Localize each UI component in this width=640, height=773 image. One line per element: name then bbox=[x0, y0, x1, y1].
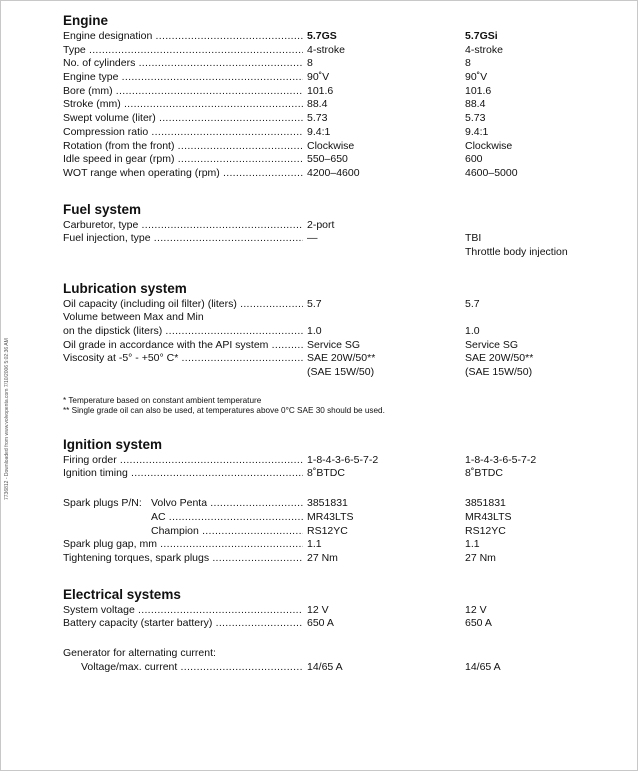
spec-row bbox=[63, 44, 623, 58]
spec-row-generator-heading bbox=[63, 647, 623, 661]
spec-value-gsi: 650 A bbox=[465, 617, 492, 630]
spec-row-spark-champion bbox=[63, 525, 623, 539]
spec-row-viscosity-alt bbox=[63, 366, 623, 380]
spec-row bbox=[63, 71, 623, 85]
spec-value-gsi: 8˚BTDC bbox=[465, 467, 503, 480]
spec-row-battery-capacity bbox=[63, 617, 623, 631]
spec-row bbox=[63, 98, 623, 112]
spec-value-gsi: 101.6 bbox=[465, 84, 492, 97]
spec-value-gsi: 88.4 bbox=[465, 98, 486, 111]
spec-row-system-voltage bbox=[63, 604, 623, 618]
spec-label: Oil capacity (including oil filter) (liters) ..... bbox=[63, 298, 303, 312]
spec-value-gs: 3851831 bbox=[307, 497, 348, 510]
spec-label: Generator for alternating current: bbox=[63, 646, 216, 659]
spec-row-firing-order bbox=[63, 454, 623, 468]
spec-value-gs: 1.1 bbox=[307, 538, 322, 551]
spec-value-gsi: 14/65 A bbox=[465, 660, 501, 673]
spec-value-gs: 4200–4600 bbox=[307, 166, 360, 179]
spec-value-gsi: 90˚V bbox=[465, 71, 488, 84]
engine-spec-table bbox=[63, 30, 623, 181]
spec-row bbox=[63, 30, 623, 44]
spec-row bbox=[63, 126, 623, 140]
spec-value-gsi: RS12YC bbox=[465, 524, 506, 537]
spec-value-gsi: 4600–5000 bbox=[465, 166, 518, 179]
spec-value-gs: Clockwise bbox=[307, 139, 355, 152]
spec-value-gs: 9.4:1 bbox=[307, 125, 331, 138]
spec-row bbox=[63, 153, 623, 167]
fuel-section-title: Fuel system bbox=[63, 201, 142, 217]
spec-value-gs: Service SG bbox=[307, 338, 361, 351]
spec-label: Fuel injection, type ..... bbox=[63, 232, 303, 246]
spec-row-ignition-timing bbox=[63, 467, 623, 481]
spec-label: Bore (mm) ..... bbox=[63, 85, 303, 99]
spec-row-tightening-torque bbox=[63, 552, 623, 566]
electrical-section-title: Electrical systems bbox=[63, 586, 181, 602]
spec-value-gsi: 5.7 bbox=[465, 297, 480, 310]
spec-row-viscosity bbox=[63, 352, 623, 366]
spec-row bbox=[63, 85, 623, 99]
spec-label: System voltage ..... bbox=[63, 604, 303, 618]
spec-value-gsi: 9.4:1 bbox=[465, 125, 489, 138]
footnote-single-grade: ** Single grade oil can also be used, at temperatures above 0°C SAE 30 should be used. bbox=[63, 405, 385, 415]
spec-value-gs: SAE 20W/50** bbox=[307, 352, 376, 365]
spec-value-gs: 27 Nm bbox=[307, 551, 338, 564]
spec-value-gs: RS12YC bbox=[307, 524, 348, 537]
spec-label: Oil grade in accordance with the API system ..... bbox=[63, 339, 303, 353]
spec-row-carburetor bbox=[63, 219, 623, 233]
spec-label: Volvo Penta ..... bbox=[151, 497, 303, 511]
spec-label: Champion ..... bbox=[151, 525, 303, 539]
spec-label: on the dipstick (liters) ..... bbox=[63, 325, 303, 339]
spec-value-gsi: Throttle body injection bbox=[465, 245, 568, 258]
spec-row bbox=[63, 140, 623, 154]
spec-label: Tightening torques, spark plugs ..... bbox=[63, 552, 303, 566]
spec-value-gsi: 3851831 bbox=[465, 497, 506, 510]
spec-value-gsi: TBI bbox=[465, 232, 482, 245]
spec-value-gsi: 1.1 bbox=[465, 538, 480, 551]
engine-section-title: Engine bbox=[63, 13, 109, 28]
spec-label: Stroke (mm) ..... bbox=[63, 98, 303, 112]
spec-row-oil-capacity bbox=[63, 298, 623, 312]
spec-document bbox=[63, 12, 623, 674]
spec-value-gs: MR43LTS bbox=[307, 510, 354, 523]
spec-label: Idle speed in gear (rpm) ..... bbox=[63, 153, 303, 167]
spec-value-gsi: SAE 20W/50** bbox=[465, 352, 534, 365]
spec-row bbox=[63, 167, 623, 181]
spec-row-spark-gap bbox=[63, 538, 623, 552]
spec-value-gs: 5.7GS bbox=[307, 30, 337, 42]
spec-label: WOT range when operating (rpm) ..... bbox=[63, 167, 303, 181]
spark-plugs-prefix: Spark plugs P/N: bbox=[63, 497, 142, 510]
spec-label: Volume between Max and Min bbox=[63, 311, 204, 324]
spec-value-gsi: 1-8-4-3-6-5-7-2 bbox=[465, 453, 537, 466]
spec-label: No. of cylinders ..... bbox=[63, 57, 303, 71]
spec-label: Compression ratio ..... bbox=[63, 126, 303, 140]
spec-label: Carburetor, type ..... bbox=[63, 219, 303, 233]
spec-value-gsi: MR43LTS bbox=[465, 510, 512, 523]
spec-value-gsi: (SAE 15W/50) bbox=[465, 366, 533, 379]
lubrication-section-title: Lubrication system bbox=[63, 280, 187, 296]
spec-label: Voltage/max. current ..... bbox=[81, 661, 303, 675]
spec-row-spark-ac bbox=[63, 511, 623, 525]
spec-value-gs: 1-8-4-3-6-5-7-2 bbox=[307, 453, 379, 466]
spec-value-gs: 8 bbox=[307, 57, 313, 70]
spec-value-gsi: Service SG bbox=[465, 338, 519, 351]
spec-value-gs: 5.7 bbox=[307, 297, 322, 310]
spec-value-gs: 8˚BTDC bbox=[307, 467, 345, 480]
spec-value-gsi: 4-stroke bbox=[465, 43, 503, 56]
spec-label: Type ..... bbox=[63, 44, 303, 58]
spec-value-gsi: 8 bbox=[465, 57, 471, 70]
download-watermark: 7736812 - Downloaded from www.volvopenta.com 7/10/2006 5:02:36 AM bbox=[4, 338, 10, 500]
spec-value-gs: 5.73 bbox=[307, 112, 328, 125]
footnote-temperature: * Temperature based on constant ambient temperature bbox=[63, 395, 262, 405]
spec-label: Firing order ..... bbox=[63, 454, 303, 468]
spec-label: Ignition timing ..... bbox=[63, 467, 303, 481]
spec-value-gs: 650 A bbox=[307, 617, 334, 630]
spec-row bbox=[63, 57, 623, 71]
spec-value-gs: 14/65 A bbox=[307, 660, 343, 673]
spec-row-spark-volvo bbox=[63, 497, 623, 511]
spec-row-fuel-injection bbox=[63, 232, 623, 246]
spec-value-gsi: 27 Nm bbox=[465, 551, 496, 564]
spec-value-gs: — bbox=[307, 232, 318, 245]
spec-value-gs: 550–650 bbox=[307, 153, 348, 166]
spec-value-gsi: Clockwise bbox=[465, 139, 513, 152]
spec-row bbox=[63, 112, 623, 126]
ignition-section-title: Ignition system bbox=[63, 436, 163, 452]
spec-value-gs: 1.0 bbox=[307, 325, 322, 337]
spec-row-volume-heading bbox=[63, 311, 623, 325]
spec-label: Spark plug gap, mm ..... bbox=[63, 538, 303, 552]
spec-value-gsi: 600 bbox=[465, 153, 483, 166]
spec-row-fuel-injection-extra bbox=[63, 246, 623, 260]
spec-value-gsi: 12 V bbox=[465, 603, 487, 616]
spec-label: Viscosity at -5° - +50° C* ..... bbox=[63, 352, 303, 366]
spec-value-gs: 90˚V bbox=[307, 71, 330, 84]
spec-value-gsi: 5.7GSi bbox=[465, 30, 498, 42]
spec-value-gsi: 1.0 bbox=[465, 325, 480, 337]
spec-label: Engine type ..... bbox=[63, 71, 303, 85]
spec-value-gs: 12 V bbox=[307, 603, 329, 616]
spec-label: Battery capacity (starter battery) ..... bbox=[63, 617, 303, 631]
spec-value-gsi: 5.73 bbox=[465, 112, 486, 125]
spec-label: Engine designation ..... bbox=[63, 30, 303, 44]
spec-value-gs: 2-port bbox=[307, 218, 335, 231]
spec-value-gs: 4-stroke bbox=[307, 43, 345, 56]
spec-label: Swept volume (liter) ..... bbox=[63, 112, 303, 126]
spec-label: AC ..... bbox=[151, 511, 303, 525]
spec-row-dipstick-volume bbox=[63, 325, 623, 339]
spec-value-gs: (SAE 15W/50) bbox=[307, 366, 375, 379]
spec-label: Rotation (from the front) ..... bbox=[63, 140, 303, 154]
spec-value-gs: 101.6 bbox=[307, 84, 334, 97]
spec-value-gs: 88.4 bbox=[307, 98, 328, 111]
spec-row-oil-grade bbox=[63, 339, 623, 353]
spec-row-max-current bbox=[63, 661, 623, 675]
